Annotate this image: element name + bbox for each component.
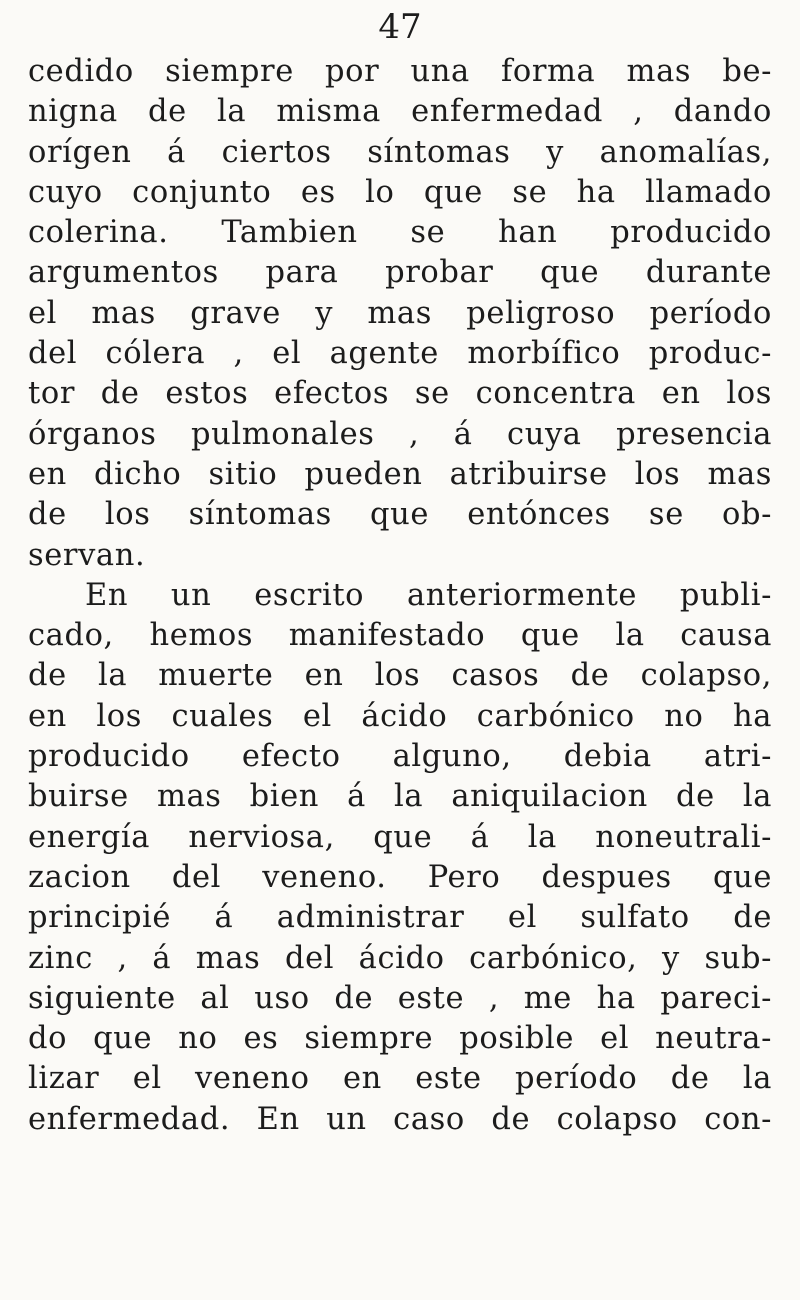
text-line: do que no es siempre posible el neutra- [28, 1021, 772, 1057]
text-line: cado, hemos manifestado que la causa [28, 618, 772, 654]
text-line: En un escrito anteriormente publi- [85, 577, 772, 613]
text-line: tor de estos efectos se concentra en los [28, 376, 772, 412]
page-number: 47 [378, 7, 422, 47]
body-text [28, 52, 772, 1140]
text-line: de los síntomas que entónces se ob- [28, 497, 772, 533]
text-line: el mas grave y mas peligroso período [28, 295, 772, 331]
text-line: argumentos para probar que durante [28, 255, 772, 291]
text-line: orígen á ciertos síntomas y anomalías, [28, 134, 772, 170]
text-line: del cólera , el agente morbífico produc- [28, 336, 772, 372]
text-line: zinc , á mas del ácido carbónico, y sub- [28, 940, 772, 976]
text-line: zacion del veneno. Pero despues que [28, 859, 772, 895]
text-line: en los cuales el ácido carbónico no ha [28, 698, 772, 734]
text-line: cuyo conjunto es lo que se ha llamado [28, 174, 772, 210]
text-line: en dicho sitio pueden atribuirse los mas [28, 456, 772, 492]
text-line: siguiente al uso de este , me ha pareci- [28, 980, 772, 1016]
text-line: órganos pulmonales , á cuya presencia [28, 416, 772, 452]
text-line: nigna de la misma enfermedad , dando [28, 94, 772, 130]
text-line: cedido siempre por una forma mas be- [28, 54, 772, 89]
text-line: enfermedad. En un caso de colapso con- [28, 1101, 772, 1137]
text-line: principié á administrar el sulfato de [28, 900, 772, 936]
text-line: lizar el veneno en este período de la [28, 1061, 772, 1097]
text-line: colerina. Tambien se han producido [28, 215, 772, 251]
text-line: producido efecto alguno, debia atri- [28, 739, 772, 775]
text-line: servan. [28, 537, 146, 573]
text-line: energía nerviosa, que á la noneutrali- [28, 819, 772, 855]
text-line: buirse mas bien á la aniquilacion de la [28, 779, 772, 815]
text-line: de la muerte en los casos de colapso, [28, 658, 772, 694]
